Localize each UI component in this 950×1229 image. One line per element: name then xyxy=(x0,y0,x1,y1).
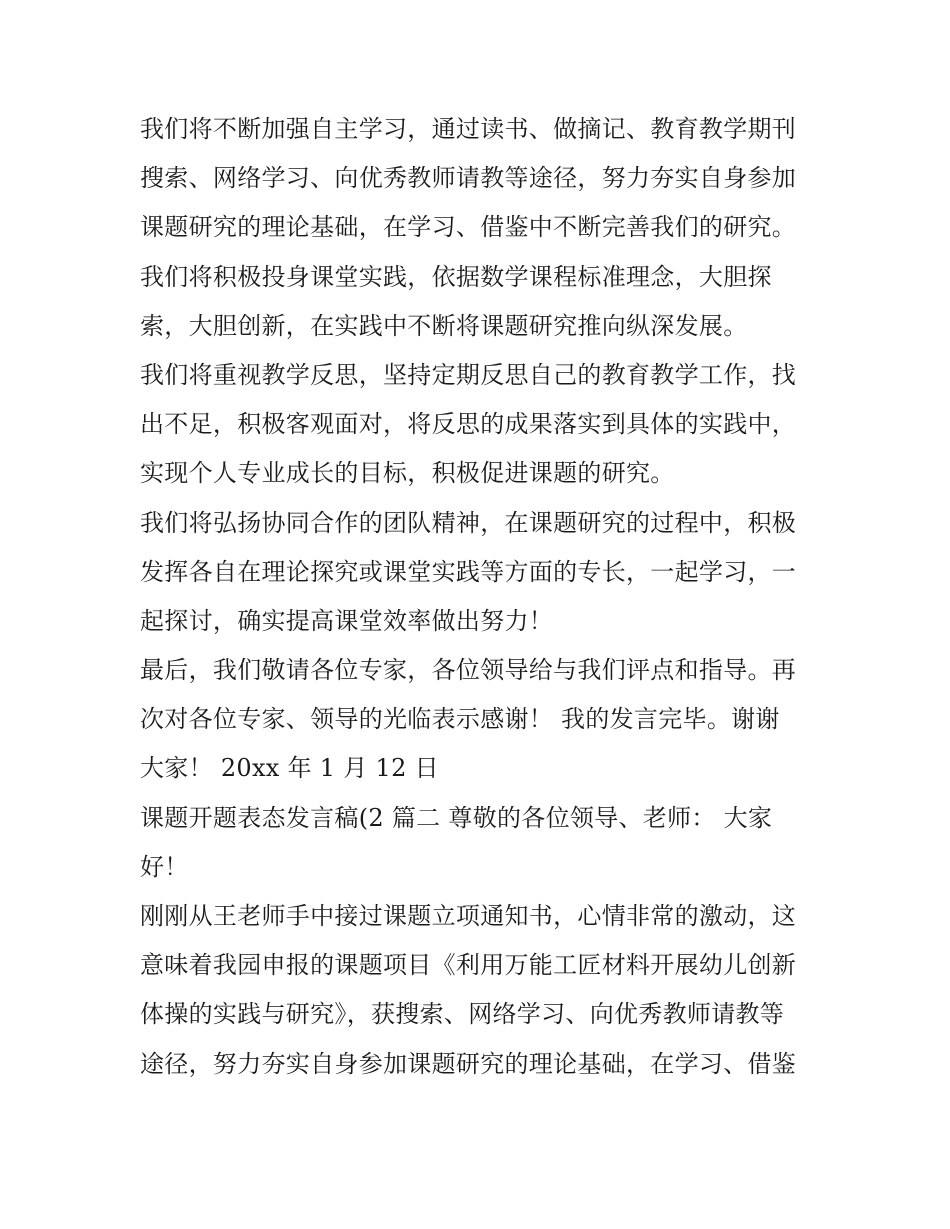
text-line: 搜索、网络学习、向优秀教师请教等途径，努力夯实自身参加 xyxy=(140,164,797,193)
text-line: 课题研究的理论基础，在学习、借鉴中不断完善我们的研究。 xyxy=(140,213,797,242)
text-line: 索，大胆创新，在实践中不断将课题研究推向纵深发展。 xyxy=(140,311,748,340)
text-line: 我们将不断加强自主学习，通过读书、做摘记、教育教学期刊 xyxy=(140,115,797,143)
text-line: 实现个人专业成长的目标，积极促进课题的研究。 xyxy=(140,459,675,488)
text-line: 刚刚从王老师手中接过课题立项通知书，心情非常的激动，这 xyxy=(140,902,797,930)
text-line: 最后，我们敬请各位专家，各位领导给与我们评点和指导。再 xyxy=(140,656,797,685)
text-line: 课题开题表态发言稿(2 篇二 尊敬的各位领导、老师： 大家 xyxy=(140,803,773,832)
text-line: 大家！ 20xx 年 1 月 12 日 xyxy=(140,754,439,783)
text-line: 起探讨，确实提高课堂效率做出努力！ xyxy=(140,606,554,635)
text-line: 我们将弘扬协同合作的团队精神，在课题研究的过程中，积极 xyxy=(140,508,797,537)
text-line: 次对各位专家、领导的光临表示感谢！ 我的发言完毕。谢谢 xyxy=(140,705,780,734)
text-line: 我们将重视教学反思，坚持定期反思自己的教育教学工作，找 xyxy=(140,360,797,389)
text-line: 体操的实践与研究》，获搜索、网络学习、向优秀教师请教等 xyxy=(140,1000,785,1029)
text-line: 发挥各自在理论探究或课堂实践等方面的专长，一起学习，一 xyxy=(140,557,797,586)
text-line: 我们将积极投身课堂实践，依据数学课程标准理念，大胆探 xyxy=(140,262,772,291)
text-line: 出不足，积极客观面对，将反思的成果落实到具体的实践中， xyxy=(140,410,797,439)
text-line: 途径，努力夯实自身参加课题研究的理论基础，在学习、借鉴 xyxy=(140,1049,797,1078)
text-line: 好！ xyxy=(140,852,189,881)
text-line: 意味着我园申报的课题项目《利用万能工匠材料开展幼儿创新 xyxy=(140,951,797,980)
document-body xyxy=(140,105,820,1089)
